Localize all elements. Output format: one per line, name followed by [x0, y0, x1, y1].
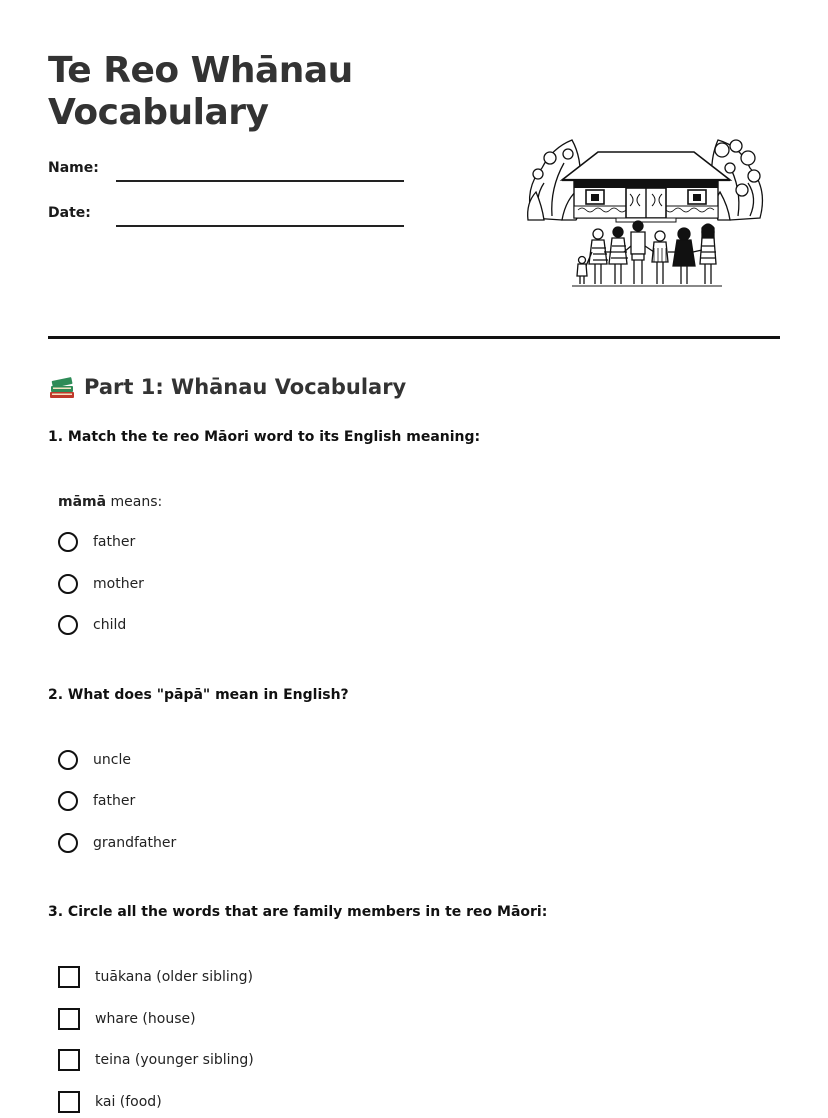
option-label: whare (house) — [95, 1011, 196, 1027]
q2-option[interactable] — [58, 750, 131, 770]
date-field[interactable] — [48, 205, 404, 227]
wharenui-family-illustration — [522, 128, 770, 294]
checkbox[interactable] — [58, 1049, 80, 1071]
radio-button[interactable] — [58, 750, 78, 770]
option-label: teina (younger sibling) — [95, 1052, 254, 1068]
question-2: 2. What does "pāpā" mean in English? — [48, 687, 349, 703]
name-field[interactable] — [48, 160, 404, 182]
q2-option[interactable] — [58, 791, 135, 811]
radio-button[interactable] — [58, 532, 78, 552]
q1-option[interactable] — [58, 574, 144, 594]
q1-prompt-suffix: means: — [106, 494, 163, 510]
q3-option[interactable] — [58, 966, 253, 988]
question-1: 1. Match the te reo Māori word to its English meaning: — [48, 429, 481, 445]
checkbox[interactable] — [58, 1091, 80, 1113]
radio-button[interactable] — [58, 791, 78, 811]
option-label: kai (food) — [95, 1094, 162, 1110]
option-label: father — [93, 534, 136, 550]
date-label: Date: — [48, 205, 91, 221]
q1-option[interactable] — [58, 532, 135, 552]
worksheet-title: Te Reo Whānau Vocabulary — [48, 50, 353, 133]
q1-option[interactable] — [58, 615, 126, 635]
q1-prompt — [58, 494, 162, 510]
section-divider — [48, 336, 780, 339]
option-label: father — [93, 793, 136, 809]
checkbox[interactable] — [58, 1008, 80, 1030]
name-line[interactable] — [116, 160, 404, 182]
option-label: tuākana (older sibling) — [95, 969, 253, 985]
question-3: 3. Circle all the words that are family members in te reo Māori: — [48, 904, 548, 920]
q3-option[interactable] — [58, 1008, 196, 1030]
radio-button[interactable] — [58, 833, 78, 853]
radio-button[interactable] — [58, 574, 78, 594]
option-label: grandfather — [93, 835, 177, 851]
books-icon — [48, 374, 76, 400]
name-label: Name: — [48, 160, 99, 176]
checkbox[interactable] — [58, 966, 80, 988]
part1-title: Part 1: Whānau Vocabulary — [84, 375, 407, 399]
option-label: child — [93, 617, 127, 633]
q3-option[interactable] — [58, 1091, 162, 1113]
part1-heading — [48, 374, 406, 400]
date-line[interactable] — [116, 205, 404, 227]
q3-option[interactable] — [58, 1049, 254, 1071]
option-label: uncle — [93, 752, 131, 768]
q2-option[interactable] — [58, 833, 176, 853]
q1-prompt-word: māmā — [58, 494, 107, 510]
option-label: mother — [93, 576, 144, 592]
radio-button[interactable] — [58, 615, 78, 635]
